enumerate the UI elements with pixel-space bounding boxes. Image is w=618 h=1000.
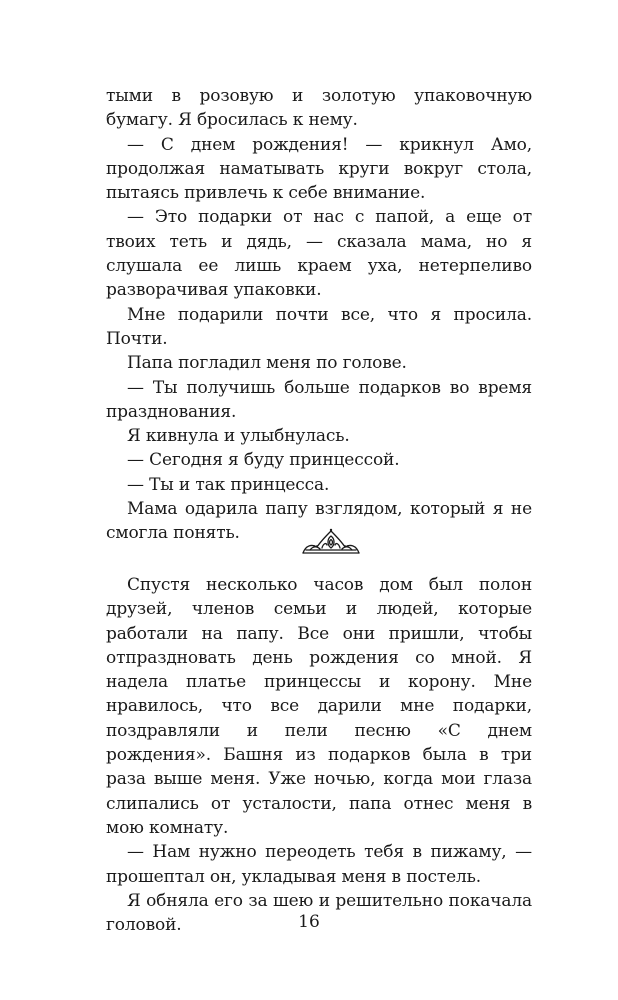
paragraph: Спустя несколько часов дом был полон друзей, членов семьи и людей, которые работали на папу. Все они пришли, чтобы отпраздновать день рождения со мной. Я надела платье принцессы и корону. Мне нравилось, что все дарили мне подарки, поздравляли и пели песню «С днем рождения». Башня из подарков была в три раза выше меня. Уже ночью, когда мои глаза слипались от усталости, папа отнес меня в мою комнату. (106, 575, 532, 838)
page-number: 16 (298, 912, 320, 932)
paragraph: Я кивнула и улыбнулась. (127, 426, 350, 447)
paragraph: — Это подарки от нас с папой, а еще от твоих теть и дядь, — сказала мама, но я слушала ее лишь краем уха, нетерпеливо разворачивая упаковки. (106, 207, 532, 301)
paragraph: тыми в розовую и золотую упаковочную бумагу. Я бросилась к нему. (106, 86, 532, 131)
paragraph: — Сегодня я буду принцессой. (127, 450, 400, 471)
paragraph: Мама одарила папу взглядом, который я не смогла понять. (106, 499, 532, 544)
paragraph: Папа погладил меня по голове. (127, 353, 407, 374)
paragraph: — С днем рождения! — крикнул Амо, продолжая наматывать круги вокруг стола, пытаясь привлечь к себе внимание. (106, 134, 532, 204)
text-block-bottom (106, 573, 532, 937)
text-block-top (106, 84, 532, 546)
tiara-icon (300, 527, 362, 557)
paragraph: Я обняла его за шею и решительно покачала головой. (106, 890, 532, 936)
paragraph: — Ты и так принцесса. (127, 474, 330, 495)
paragraph: — Ты получишь больше подарков во время празднования. (106, 377, 532, 422)
paragraph: Мне подарили почти все, что я просила. Почти. (106, 304, 532, 349)
paragraph: — Нам нужно переодеть тебя в пижаму, — прошептал он, укладывая меня в постель. (106, 842, 532, 887)
